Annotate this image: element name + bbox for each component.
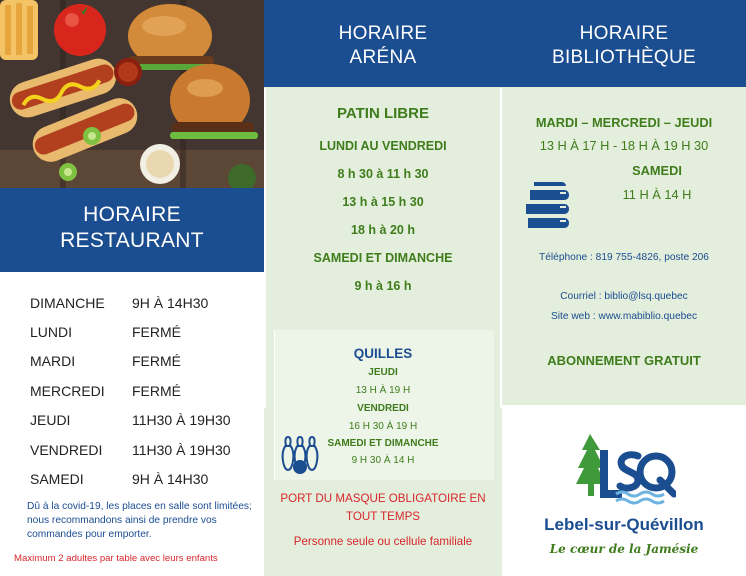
- restaurant-hours-row: [30, 464, 260, 493]
- library-title-line1: HORAIRE: [579, 23, 669, 44]
- restaurant-hours-list: [30, 288, 260, 494]
- restaurant-day-hours: FERMÉ: [132, 353, 181, 370]
- quilles-day-label: VENDREDI: [357, 403, 409, 414]
- restaurant-day-hours: 9H À 14H30: [132, 294, 209, 311]
- restaurant-day-hours: FERMÉ: [132, 324, 181, 341]
- patin-weekday-label: LUNDI AU VENDREDI: [319, 139, 447, 153]
- single-person-notice: Personne seule ou cellule familiale: [293, 535, 473, 548]
- quilles-day-hours: 9 H 30 À 14 H: [351, 455, 415, 466]
- library-column: [502, 0, 746, 576]
- max-adults-note: Maximum 2 adultes par table avec leurs enfants: [14, 553, 218, 564]
- patin-slot: 18 h à 20 h: [351, 223, 415, 237]
- library-header: [502, 0, 746, 87]
- library-email: Courriel : biblio@lsq.quebec: [560, 291, 688, 302]
- restaurant-hours-row: [30, 347, 260, 376]
- bowling-pins-icon: [280, 433, 320, 475]
- restaurant-day-name: MERCREDI: [30, 382, 105, 399]
- restaurant-title-line1: HORAIRE: [83, 203, 181, 226]
- restaurant-hours-row: [30, 317, 260, 346]
- restaurant-day-hours: 11H30 À 19H30: [132, 412, 231, 429]
- library-days-hours: 13 H À 17 H - 18 H À 19 H 30: [539, 138, 709, 153]
- quilles-day-label: JEUDI: [368, 367, 398, 378]
- lsq-logo: [576, 430, 676, 510]
- mask-notice: PORT DU MASQUE OBLIGATOIRE EN TOUT TEMPS: [280, 492, 486, 523]
- arena-column: [264, 0, 502, 576]
- quilles-title: QUILLES: [353, 346, 413, 361]
- restaurant-hours-row: [30, 406, 260, 435]
- covid-note: Dû à la covid-19, les places en salle sont limitées; nous recommandons ainsi de prendre vos commandes pour emporter.: [27, 501, 252, 540]
- patin-libre-title: PATIN LIBRE: [337, 105, 429, 122]
- restaurant-day-name: DIMANCHE: [30, 294, 105, 311]
- restaurant-hours-row: [30, 288, 260, 317]
- restaurant-day-name: SAMEDI: [30, 471, 84, 488]
- restaurant-header: [0, 188, 264, 272]
- logo-town-name: Lebel-sur-Quévillon: [544, 515, 704, 534]
- restaurant-day-name: VENDREDI: [30, 441, 103, 458]
- library-free-subscription: ABONNEMENT GRATUIT: [547, 353, 701, 368]
- restaurant-day-hours: 11H30 À 19H30: [132, 441, 231, 458]
- food-photo: [0, 0, 264, 188]
- patin-weekend-label: SAMEDI ET DIMANCHE: [313, 251, 453, 265]
- arena-title-line1: HORAIRE: [338, 23, 428, 44]
- arena-title-line2: ARÉNA: [349, 47, 417, 68]
- library-days-label: MARDI – MERCREDI – JEUDI: [535, 115, 713, 130]
- restaurant-day-hours: FERMÉ: [132, 382, 181, 399]
- library-title-line2: BIBLIOTHÈQUE: [551, 47, 697, 68]
- restaurant-day-name: LUNDI: [30, 324, 73, 341]
- library-website: Site web : www.mabiblio.quebec: [550, 311, 698, 322]
- restaurant-hours-row: [30, 376, 260, 405]
- restaurant-column: [0, 0, 264, 576]
- arena-header: [264, 0, 502, 87]
- library-samedi-hours: 11 H À 14 H: [622, 187, 692, 202]
- restaurant-title-line2: RESTAURANT: [60, 229, 204, 252]
- library-phone: Téléphone : 819 755-4826, poste 206: [539, 252, 709, 263]
- books-icon: [524, 182, 572, 228]
- logo-tagline: Le cœur de la Jamésie: [549, 542, 699, 556]
- patin-slot: 8 h 30 à 11 h 30: [337, 167, 429, 181]
- restaurant-day-name: MARDI: [30, 353, 76, 370]
- patin-slot: 13 h à 15 h 30: [342, 195, 424, 209]
- quilles-day-hours: 16 H 30 À 19 H: [348, 421, 418, 432]
- restaurant-day-name: JEUDI: [30, 412, 71, 429]
- restaurant-hours-row: [30, 435, 260, 464]
- library-samedi-label: SAMEDI: [632, 163, 682, 178]
- quilles-day-label: SAMEDI ET DIMANCHE: [327, 438, 439, 449]
- patin-weekend-slot: 9 h à 16 h: [354, 279, 412, 293]
- quilles-day-hours: 13 H À 19 H: [355, 385, 411, 396]
- restaurant-day-hours: 9H À 14H30: [132, 471, 209, 488]
